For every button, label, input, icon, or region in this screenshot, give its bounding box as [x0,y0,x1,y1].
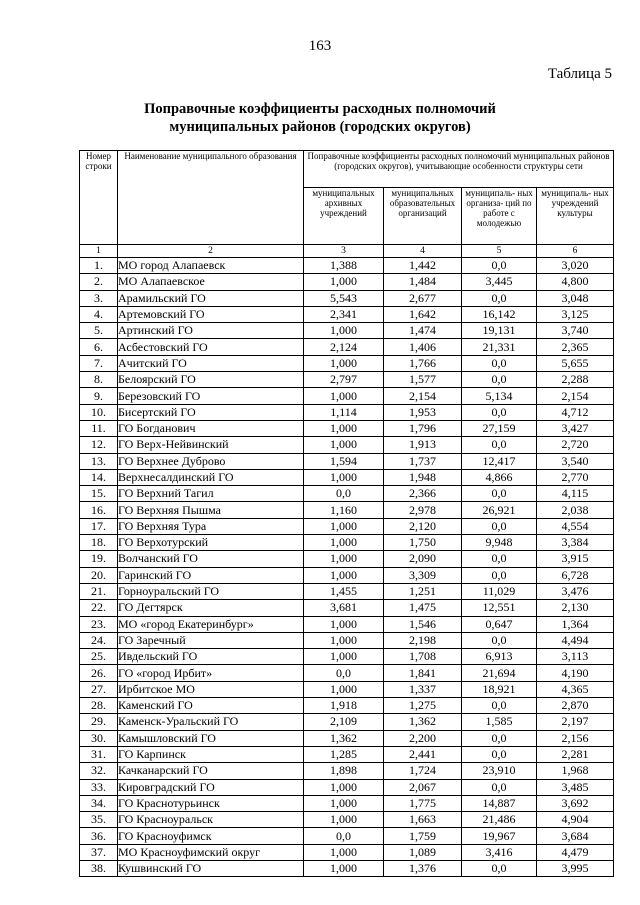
culture-coefficient: 4,712 [537,404,614,420]
table-row [80,746,614,762]
table-row [80,632,614,648]
document-title [0,100,640,136]
culture-coefficient: 3,113 [537,649,614,665]
archive-coefficient: 2,109 [304,714,384,730]
youth-coefficient: 12,551 [462,600,537,616]
row-number: 5. [80,323,118,339]
archive-coefficient: 1,000 [304,812,384,828]
education-coefficient: 2,441 [384,746,462,762]
municipality-name: Кушвинский ГО [118,860,304,876]
youth-coefficient: 9,948 [462,535,537,551]
row-number: 34. [80,795,118,811]
column-number-3: 3 [304,245,384,258]
municipality-name: Белоярский ГО [118,372,304,388]
archive-coefficient: 1,000 [304,632,384,648]
page-number: 163 [308,38,332,54]
municipality-name: Ачитский ГО [118,355,304,371]
archive-coefficient: 1,000 [304,649,384,665]
culture-coefficient: 3,485 [537,779,614,795]
archive-coefficient: 2,341 [304,306,384,322]
row-number: 9. [80,388,118,404]
table-label: Таблица 5 [547,66,612,82]
education-coefficient: 1,362 [384,714,462,730]
row-number: 27. [80,681,118,697]
culture-coefficient: 3,540 [537,453,614,469]
culture-coefficient: 4,554 [537,518,614,534]
archive-coefficient: 0,0 [304,665,384,681]
culture-coefficient: 3,125 [537,306,614,322]
column-number-6: 6 [537,245,614,258]
education-coefficient: 1,663 [384,812,462,828]
header-row-number: Номер строки [80,151,118,245]
archive-coefficient: 1,160 [304,502,384,518]
municipality-name: Бисертский ГО [118,404,304,420]
table-row [80,420,614,436]
education-coefficient: 2,978 [384,502,462,518]
youth-coefficient: 12,417 [462,453,537,469]
culture-coefficient: 4,365 [537,681,614,697]
education-coefficient: 1,474 [384,323,462,339]
table-row [80,274,614,290]
youth-coefficient: 23,910 [462,763,537,779]
youth-coefficient: 0,0 [462,698,537,714]
youth-coefficient: 21,486 [462,812,537,828]
municipality-name: Горноуральский ГО [118,583,304,599]
youth-coefficient: 19,967 [462,828,537,844]
row-number: 10. [80,404,118,420]
culture-coefficient: 2,197 [537,714,614,730]
education-coefficient: 1,406 [384,339,462,355]
culture-coefficient: 2,130 [537,600,614,616]
culture-coefficient: 3,740 [537,323,614,339]
title-line-1: Поправочные коэффициенты расходных полномочий [144,101,496,117]
table-row [80,372,614,388]
archive-coefficient: 1,114 [304,404,384,420]
culture-coefficient: 3,427 [537,420,614,436]
culture-coefficient: 2,156 [537,730,614,746]
culture-coefficient: 4,904 [537,812,614,828]
culture-coefficient: 3,692 [537,795,614,811]
education-coefficient: 2,120 [384,518,462,534]
table-body [80,258,614,877]
education-coefficient: 1,948 [384,469,462,485]
row-number: 18. [80,535,118,551]
archive-coefficient: 1,362 [304,730,384,746]
row-number: 30. [80,730,118,746]
table-row [80,535,614,551]
table-row [80,567,614,583]
youth-coefficient: 0,0 [462,551,537,567]
youth-coefficient: 26,921 [462,502,537,518]
culture-coefficient: 1,364 [537,616,614,632]
municipality-name: ГО Красноуфимск [118,828,304,844]
archive-coefficient: 1,000 [304,567,384,583]
table-row [80,306,614,322]
youth-coefficient: 6,913 [462,649,537,665]
education-coefficient: 1,750 [384,535,462,551]
table-row [80,486,614,502]
culture-coefficient: 5,655 [537,355,614,371]
table-row [80,714,614,730]
archive-coefficient: 1,000 [304,681,384,697]
municipality-name: ГО Верх-Нейвинский [118,437,304,453]
education-coefficient: 1,708 [384,649,462,665]
education-coefficient: 1,953 [384,404,462,420]
table-row [80,355,614,371]
youth-coefficient: 0,0 [462,567,537,583]
row-number: 19. [80,551,118,567]
municipality-name: Качканарский ГО [118,763,304,779]
row-number: 37. [80,844,118,860]
table-row [80,844,614,860]
education-coefficient: 1,484 [384,274,462,290]
archive-coefficient: 1,000 [304,779,384,795]
culture-coefficient: 3,048 [537,290,614,306]
education-coefficient: 1,796 [384,420,462,436]
archive-coefficient: 0,0 [304,828,384,844]
header-municipality-name: Наименование муниципального образования [118,151,304,245]
row-number: 7. [80,355,118,371]
row-number: 33. [80,779,118,795]
row-number: 6. [80,339,118,355]
table-row [80,518,614,534]
row-number: 1. [80,258,118,274]
municipality-name: Ирбитское МО [118,681,304,697]
table-row [80,453,614,469]
row-number: 23. [80,616,118,632]
youth-coefficient: 0,647 [462,616,537,632]
youth-coefficient: 21,331 [462,339,537,355]
youth-coefficient: 0,0 [462,290,537,306]
education-coefficient: 2,090 [384,551,462,567]
culture-coefficient: 4,115 [537,486,614,502]
archive-coefficient: 1,000 [304,844,384,860]
culture-coefficient: 3,684 [537,828,614,844]
culture-coefficient: 2,365 [537,339,614,355]
youth-coefficient: 18,921 [462,681,537,697]
youth-coefficient: 0,0 [462,779,537,795]
row-number: 36. [80,828,118,844]
table-row [80,437,614,453]
youth-coefficient: 3,445 [462,274,537,290]
education-coefficient: 1,546 [384,616,462,632]
row-number: 4. [80,306,118,322]
culture-coefficient: 2,154 [537,388,614,404]
table-row [80,502,614,518]
education-coefficient: 1,913 [384,437,462,453]
municipality-name: ГО Верхняя Пышма [118,502,304,518]
education-coefficient: 1,775 [384,795,462,811]
culture-coefficient: 2,720 [537,437,614,453]
archive-coefficient: 1,455 [304,583,384,599]
youth-coefficient: 0,0 [462,518,537,534]
municipality-name: ГО Верхотурский [118,535,304,551]
education-coefficient: 1,766 [384,355,462,371]
row-number: 20. [80,567,118,583]
table-row [80,551,614,567]
culture-coefficient: 4,494 [537,632,614,648]
archive-coefficient: 1,898 [304,763,384,779]
archive-coefficient: 0,0 [304,486,384,502]
education-coefficient: 1,724 [384,763,462,779]
culture-coefficient: 4,479 [537,844,614,860]
culture-coefficient: 3,020 [537,258,614,274]
archive-coefficient: 1,000 [304,535,384,551]
header-educational-organizations: муниципальных образовательных организаций [384,188,462,245]
column-number-4: 4 [384,245,462,258]
culture-coefficient: 3,476 [537,583,614,599]
table-row [80,828,614,844]
table-row [80,681,614,697]
row-number: 3. [80,290,118,306]
culture-coefficient: 6,728 [537,567,614,583]
row-number: 28. [80,698,118,714]
culture-coefficient: 2,281 [537,746,614,762]
table-row [80,665,614,681]
municipality-name: МО город Алапаевск [118,258,304,274]
youth-coefficient: 0,0 [462,372,537,388]
header-youth-organizations: муниципаль- ных организа- ций по работе с молодежью [462,188,537,245]
municipality-name: Гаринский ГО [118,567,304,583]
title-line-2: муниципальных районов (городских округов) [169,119,471,135]
municipality-name: Каменский ГО [118,698,304,714]
education-coefficient: 2,200 [384,730,462,746]
archive-coefficient: 2,797 [304,372,384,388]
archive-coefficient: 5,543 [304,290,384,306]
archive-coefficient: 1,000 [304,274,384,290]
table-row [80,616,614,632]
archive-coefficient: 1,918 [304,698,384,714]
archive-coefficient: 1,000 [304,518,384,534]
table-row [80,258,614,274]
archive-coefficient: 1,000 [304,437,384,453]
youth-coefficient: 0,0 [462,486,537,502]
education-coefficient: 2,366 [384,486,462,502]
youth-coefficient: 27,159 [462,420,537,436]
municipality-name: Артинский ГО [118,323,304,339]
archive-coefficient: 1,000 [304,420,384,436]
youth-coefficient: 16,142 [462,306,537,322]
culture-coefficient: 4,800 [537,274,614,290]
archive-coefficient: 3,681 [304,600,384,616]
education-coefficient: 1,251 [384,583,462,599]
row-number: 16. [80,502,118,518]
culture-coefficient: 3,995 [537,860,614,876]
youth-coefficient: 14,887 [462,795,537,811]
municipality-name: Камышловский ГО [118,730,304,746]
education-coefficient: 1,841 [384,665,462,681]
youth-coefficient: 11,029 [462,583,537,599]
row-number: 15. [80,486,118,502]
youth-coefficient: 0,0 [462,404,537,420]
youth-coefficient: 0,0 [462,632,537,648]
education-coefficient: 1,642 [384,306,462,322]
row-number: 8. [80,372,118,388]
municipality-name: ГО Заречный [118,632,304,648]
education-coefficient: 2,677 [384,290,462,306]
table-row [80,404,614,420]
education-coefficient: 1,337 [384,681,462,697]
education-coefficient: 1,442 [384,258,462,274]
municipality-name: Волчанский ГО [118,551,304,567]
row-number: 12. [80,437,118,453]
municipality-name: Кировградский ГО [118,779,304,795]
table-row [80,388,614,404]
table-row [80,779,614,795]
education-coefficient: 1,376 [384,860,462,876]
column-number-2: 2 [118,245,304,258]
header-culture-institutions: муниципаль- ных учреждений культуры [537,188,614,245]
youth-coefficient: 3,416 [462,844,537,860]
table-row [80,730,614,746]
table-row [80,812,614,828]
municipality-name: ГО Красноуральск [118,812,304,828]
municipality-name: ГО Дегтярск [118,600,304,616]
municipality-name: МО «город Екатеринбург» [118,616,304,632]
youth-coefficient: 0,0 [462,355,537,371]
youth-coefficient: 0,0 [462,730,537,746]
culture-coefficient: 2,038 [537,502,614,518]
municipality-name: Артемовский ГО [118,306,304,322]
youth-coefficient: 1,585 [462,714,537,730]
archive-coefficient: 1,000 [304,616,384,632]
row-number: 26. [80,665,118,681]
table-row [80,323,614,339]
row-number: 2. [80,274,118,290]
table-row [80,583,614,599]
archive-coefficient: 1,000 [304,469,384,485]
header-archive-institutions: муниципальных архивных учреждений [304,188,384,245]
row-number: 11. [80,420,118,436]
row-number: 31. [80,746,118,762]
table-row [80,649,614,665]
table-row [80,339,614,355]
municipality-name: ГО Верхняя Тура [118,518,304,534]
education-coefficient: 1,577 [384,372,462,388]
education-coefficient: 1,475 [384,600,462,616]
row-number: 24. [80,632,118,648]
archive-coefficient: 1,000 [304,551,384,567]
culture-coefficient: 2,288 [537,372,614,388]
education-coefficient: 1,737 [384,453,462,469]
municipality-name: МО Красноуфимский округ [118,844,304,860]
education-coefficient: 3,309 [384,567,462,583]
municipality-name: Верхнесалдинский ГО [118,469,304,485]
municipality-name: Асбестовский ГО [118,339,304,355]
column-number-1: 1 [80,245,118,258]
table-row [80,763,614,779]
archive-coefficient: 2,124 [304,339,384,355]
coefficients-table [79,150,614,877]
row-number: 14. [80,469,118,485]
culture-coefficient: 1,968 [537,763,614,779]
youth-coefficient: 4,866 [462,469,537,485]
table-row [80,469,614,485]
culture-coefficient: 2,770 [537,469,614,485]
municipality-name: ГО «город Ирбит» [118,665,304,681]
municipality-name: ГО Богданович [118,420,304,436]
row-number: 21. [80,583,118,599]
municipality-name: ГО Верхний Тагил [118,486,304,502]
archive-coefficient: 1,594 [304,453,384,469]
table-row [80,290,614,306]
culture-coefficient: 3,915 [537,551,614,567]
education-coefficient: 1,759 [384,828,462,844]
table-row [80,698,614,714]
youth-coefficient: 21,694 [462,665,537,681]
archive-coefficient: 1,388 [304,258,384,274]
youth-coefficient: 0,0 [462,746,537,762]
youth-coefficient: 5,134 [462,388,537,404]
culture-coefficient: 4,190 [537,665,614,681]
education-coefficient: 2,198 [384,632,462,648]
table-row [80,600,614,616]
municipality-name: Арамильский ГО [118,290,304,306]
row-number: 32. [80,763,118,779]
table-row [80,795,614,811]
row-number: 13. [80,453,118,469]
municipality-name: Березовский ГО [118,388,304,404]
education-coefficient: 2,067 [384,779,462,795]
municipality-name: Ивдельский ГО [118,649,304,665]
education-coefficient: 1,275 [384,698,462,714]
municipality-name: ГО Верхнее Дуброво [118,453,304,469]
row-number: 17. [80,518,118,534]
row-number: 25. [80,649,118,665]
youth-coefficient: 0,0 [462,860,537,876]
row-number: 35. [80,812,118,828]
municipality-name: Каменск-Уральский ГО [118,714,304,730]
archive-coefficient: 1,000 [304,388,384,404]
municipality-name: ГО Краснотурьинск [118,795,304,811]
archive-coefficient: 1,000 [304,355,384,371]
culture-coefficient: 2,870 [537,698,614,714]
municipality-name: МО Алапаевское [118,274,304,290]
youth-coefficient: 0,0 [462,437,537,453]
culture-coefficient: 3,384 [537,535,614,551]
education-coefficient: 2,154 [384,388,462,404]
header-coefficients-group: Поправочные коэффициенты расходных полномочий муниципальных районов (городских округов), учитывающие особенности структуры сети [304,151,614,188]
archive-coefficient: 1,000 [304,795,384,811]
row-number: 29. [80,714,118,730]
municipality-name: ГО Карпинск [118,746,304,762]
row-number: 38. [80,860,118,876]
youth-coefficient: 0,0 [462,258,537,274]
education-coefficient: 1,089 [384,844,462,860]
column-number-5: 5 [462,245,537,258]
row-number: 22. [80,600,118,616]
archive-coefficient: 1,000 [304,860,384,876]
youth-coefficient: 19,131 [462,323,537,339]
archive-coefficient: 1,000 [304,323,384,339]
archive-coefficient: 1,285 [304,746,384,762]
table-row [80,860,614,876]
